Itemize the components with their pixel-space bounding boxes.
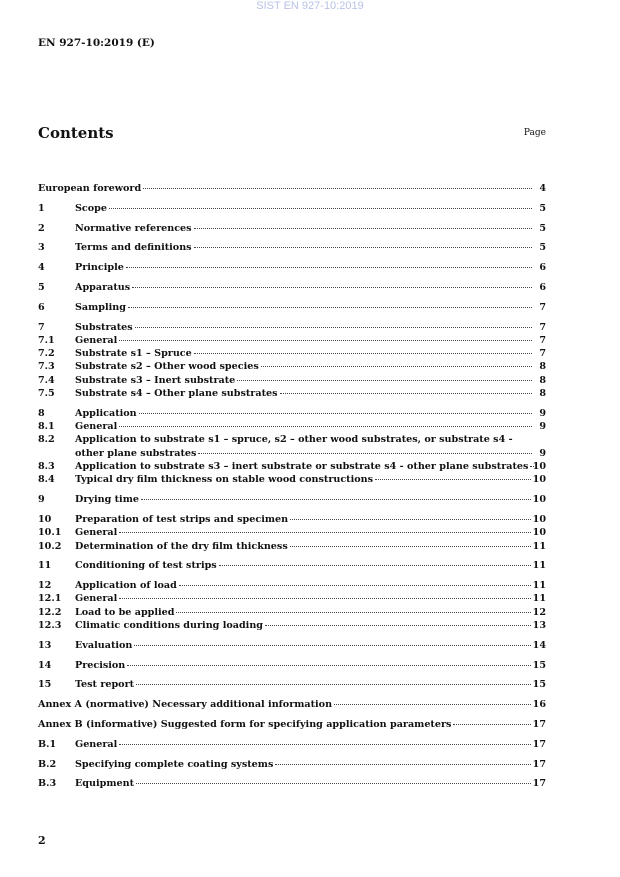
- toc-entry-title: Drying time: [75, 494, 139, 506]
- toc-entry-number: 7.1: [38, 334, 55, 346]
- dot-leader: [176, 612, 530, 613]
- dot-leader: [265, 625, 531, 626]
- dot-leader: [128, 307, 532, 308]
- toc-entry-page: 11: [532, 540, 546, 552]
- toc-entry-page: 9: [539, 421, 546, 433]
- toc-entry-title: Equipment: [75, 778, 135, 790]
- dot-leader: [261, 366, 532, 367]
- toc-entry-title: Determination of the dry film thickness: [75, 540, 288, 552]
- dot-leader: [290, 519, 531, 520]
- dot-leader: [237, 380, 532, 381]
- toc-entry-page: 7: [539, 301, 546, 313]
- dot-leader: [135, 327, 532, 328]
- toc-entry-number: 12.1: [38, 593, 62, 605]
- toc-entry-title: General: [75, 527, 118, 539]
- toc-entry-title: Application of load: [75, 580, 177, 592]
- toc-entry-number: 7.3: [38, 361, 55, 373]
- toc-entry[interactable]: [38, 321, 546, 334]
- toc-entry-page: 5: [539, 202, 546, 214]
- toc-entry-title: Application: [75, 407, 137, 419]
- toc-entry-page: 10: [532, 527, 546, 539]
- dot-leader: [334, 704, 531, 705]
- toc-entry-number: 8.4: [38, 474, 55, 486]
- toc-entry-page: 15: [532, 659, 546, 671]
- toc-entry-number: 10: [38, 513, 52, 525]
- toc-entry-page: 11: [532, 593, 546, 605]
- toc-entry-title: General: [75, 421, 118, 433]
- toc-entry[interactable]: [38, 678, 546, 691]
- toc-entry-title: Preparation of test strips and specimen: [75, 513, 289, 525]
- toc-entry[interactable]: [38, 639, 546, 652]
- toc-entry-number: 5: [38, 281, 45, 293]
- dot-leader: [194, 353, 532, 354]
- toc-entry-title: Scope: [75, 202, 107, 214]
- toc-entry-number: 12.2: [38, 606, 62, 618]
- toc-entry-title: Application to substrate s3 – inert substrate or substrate s4 - other plane substrates: [75, 461, 529, 473]
- dot-leader: [134, 645, 530, 646]
- toc-entry[interactable]: [38, 659, 546, 672]
- toc-entry[interactable]: [38, 447, 546, 460]
- toc-entry-number: 13: [38, 639, 52, 651]
- dot-leader: [119, 598, 530, 599]
- toc-entry-number: 7.5: [38, 388, 55, 400]
- toc-entry-page: 15: [532, 679, 546, 691]
- toc-entry-number: 3: [38, 242, 45, 254]
- dot-leader: [280, 393, 532, 394]
- page-number: 2: [38, 834, 46, 847]
- toc-entry-number: 8.3: [38, 461, 55, 473]
- toc-entry[interactable]: [38, 777, 546, 790]
- toc-entry-page: 9: [539, 447, 546, 459]
- dot-leader: [136, 684, 531, 685]
- toc-entry-number: 8: [38, 407, 45, 419]
- toc-entry-number: 4: [38, 262, 45, 274]
- contents-title: Contents: [38, 124, 114, 142]
- toc-entry-page: 14: [532, 639, 546, 651]
- toc-entry-page: 16: [532, 699, 546, 711]
- dot-leader: [375, 479, 531, 480]
- dot-leader: [127, 665, 530, 666]
- toc-entry-page: 17: [532, 738, 546, 750]
- toc-entry-page: 10: [532, 461, 546, 473]
- toc-entry-number: 1: [38, 202, 45, 214]
- toc-entry[interactable]: [38, 559, 546, 572]
- toc-entry[interactable]: [38, 473, 546, 486]
- toc-entry-page: 8: [539, 388, 546, 400]
- toc-entry-page: 7: [539, 334, 546, 346]
- dot-leader: [275, 764, 530, 765]
- toc-entry-page: 5: [539, 222, 546, 234]
- toc-entry[interactable]: [38, 420, 546, 433]
- toc-entry-number: 9: [38, 494, 45, 506]
- toc-entry-number: 10.2: [38, 540, 62, 552]
- toc-entry[interactable]: [38, 407, 546, 420]
- toc-entry-number: B.1: [38, 738, 57, 750]
- toc-entry-title: Apparatus: [75, 281, 131, 293]
- toc-entry[interactable]: [38, 261, 546, 274]
- dot-leader: [119, 532, 530, 533]
- toc-entry[interactable]: [38, 738, 546, 751]
- toc-entry-title: Load to be applied: [75, 606, 175, 618]
- toc-entry[interactable]: [38, 718, 546, 731]
- toc-entry-title: Application to substrate s1 – spruce, s2 – other wood substrates, or substrate s4 -: [75, 434, 513, 446]
- toc-entry-title: Substrate s1 – Spruce: [75, 348, 192, 360]
- toc-entry[interactable]: [38, 606, 546, 619]
- toc-entry-page: 7: [539, 321, 546, 333]
- dot-leader: [453, 724, 530, 725]
- toc-entry-title: European foreword: [38, 183, 142, 194]
- toc-entry-number: 6: [38, 301, 45, 313]
- toc-entry[interactable]: [38, 374, 546, 387]
- toc-entry-page: 4: [539, 183, 546, 194]
- toc-entry[interactable]: [38, 301, 546, 314]
- toc-entry[interactable]: [38, 281, 546, 294]
- toc-entry[interactable]: [38, 387, 546, 400]
- toc-entry-page: 17: [532, 758, 546, 770]
- document-id: EN 927-10:2019 (E): [38, 37, 155, 49]
- toc-entry-title: Specifying complete coating systems: [75, 758, 274, 770]
- toc-entry-title: Terms and definitions: [75, 242, 192, 254]
- dot-leader: [132, 287, 532, 288]
- toc-entry-number: 12.3: [38, 620, 62, 632]
- toc-entry-title: Conditioning of test strips: [75, 560, 217, 572]
- toc-entry[interactable]: [38, 334, 546, 347]
- toc-entry[interactable]: [38, 460, 546, 473]
- toc-entry-number: 12: [38, 580, 52, 592]
- toc-entry-page: 8: [539, 361, 546, 373]
- toc-entry[interactable]: [38, 241, 546, 254]
- toc-entry-page: 10: [532, 474, 546, 486]
- toc-entry[interactable]: [38, 360, 546, 373]
- toc-entry-title: Test report: [75, 679, 135, 691]
- toc-entry-page: 6: [539, 281, 546, 293]
- toc-entry-title: General: [75, 334, 118, 346]
- toc-entry[interactable]: [38, 513, 546, 526]
- toc-entry[interactable]: [38, 433, 546, 446]
- toc-entry-title: Sampling: [75, 301, 126, 313]
- dot-leader: [126, 267, 532, 268]
- toc-entry[interactable]: [38, 758, 546, 771]
- dot-leader: [143, 188, 532, 189]
- dot-leader: [119, 340, 532, 341]
- toc-entry-page: 7: [539, 348, 546, 360]
- toc-entry-number: B.3: [38, 778, 57, 790]
- toc-entry-title: Normative references: [75, 222, 192, 234]
- toc-entry-number: 7: [38, 321, 45, 333]
- page-column-label: Page: [523, 128, 546, 138]
- toc-entry[interactable]: [38, 698, 546, 711]
- toc-entry-page: 11: [532, 580, 546, 592]
- toc-entry[interactable]: [38, 202, 546, 215]
- dot-leader: [119, 744, 530, 745]
- dot-leader: [219, 565, 531, 566]
- toc-entry-number: 2: [38, 222, 45, 234]
- toc-entry[interactable]: [38, 592, 546, 605]
- toc-entry-page: 10: [532, 494, 546, 506]
- dot-leader: [179, 585, 531, 586]
- toc-entry-title: other plane substrates: [75, 447, 197, 459]
- dot-leader: [194, 247, 532, 248]
- watermark: SIST EN 927-10:2019: [256, 0, 364, 12]
- toc-entry-number: 8.1: [38, 421, 55, 433]
- toc-entry-title: Substrates: [75, 321, 133, 333]
- toc-entry-title: Substrate s4 – Other plane substrates: [75, 388, 278, 400]
- toc-entry-page: 5: [539, 242, 546, 254]
- toc-entry[interactable]: [38, 347, 546, 360]
- toc-entry-title: Typical dry film thickness on stable wood constructions: [75, 474, 374, 486]
- toc-entry-number: 7.4: [38, 374, 55, 386]
- toc-entry[interactable]: [38, 619, 546, 632]
- toc-entry-title: Evaluation: [75, 639, 133, 651]
- toc-entry-title: Precision: [75, 659, 126, 671]
- toc-entry-title: Annex B (informative) Suggested form for specifying application parameters: [38, 719, 452, 730]
- toc-entry-title: Annex A (normative) Necessary additional information: [38, 699, 333, 711]
- dot-leader: [141, 499, 531, 500]
- table-of-contents: [38, 182, 546, 791]
- dot-leader: [119, 426, 532, 427]
- toc-entry-page: 10: [532, 513, 546, 525]
- toc-entry-number: 11: [38, 560, 52, 572]
- toc-entry-title: Substrate s3 – Inert substrate: [75, 374, 236, 386]
- toc-entry[interactable]: [38, 526, 546, 539]
- toc-entry-page: 17: [532, 778, 546, 790]
- toc-entry[interactable]: [38, 222, 546, 235]
- dot-leader: [136, 783, 531, 784]
- toc-entry-number: 7.2: [38, 348, 55, 360]
- dot-leader: [290, 546, 531, 547]
- dot-leader: [530, 466, 534, 467]
- toc-entry-page: 11: [532, 560, 546, 572]
- toc-entry-page: 12: [532, 606, 546, 618]
- toc-entry[interactable]: [38, 579, 546, 592]
- toc-entry-title: Climatic conditions during loading: [75, 620, 264, 632]
- dot-leader: [139, 413, 532, 414]
- toc-entry-number: B.2: [38, 758, 57, 770]
- toc-entry-number: 10.1: [38, 527, 62, 539]
- dot-leader: [198, 453, 532, 454]
- toc-entry-title: Principle: [75, 262, 124, 274]
- toc-entry-number: 8.2: [38, 434, 55, 446]
- toc-entry[interactable]: [38, 182, 546, 195]
- toc-entry[interactable]: [38, 493, 546, 506]
- toc-entry[interactable]: [38, 540, 546, 553]
- toc-entry-title: Substrate s2 – Other wood species: [75, 361, 259, 373]
- toc-entry-number: 14: [38, 659, 52, 671]
- dot-leader: [194, 228, 532, 229]
- toc-entry-page: 8: [539, 374, 546, 386]
- toc-entry-page: 17: [532, 719, 546, 730]
- toc-entry-page: 9: [539, 407, 546, 419]
- toc-entry-title: General: [75, 738, 118, 750]
- toc-entry-number: 15: [38, 679, 52, 691]
- toc-entry-page: 13: [532, 620, 546, 632]
- dot-leader: [109, 208, 532, 209]
- toc-entry-page: 6: [539, 262, 546, 274]
- toc-entry-title: General: [75, 593, 118, 605]
